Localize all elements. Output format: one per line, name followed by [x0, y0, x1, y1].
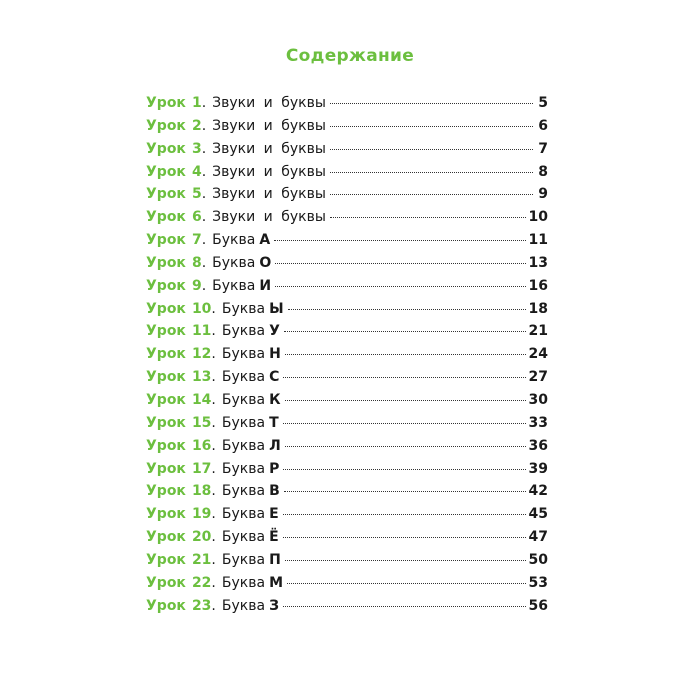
lesson-number-period: .	[201, 117, 207, 134]
lesson-word: Урок	[146, 506, 186, 523]
toc-entry	[146, 526, 548, 549]
lesson-number-period: .	[201, 277, 207, 294]
page-number: 9	[538, 186, 548, 203]
lesson-number: 5	[191, 186, 202, 203]
dot-leader	[283, 606, 526, 607]
lesson-label	[146, 343, 211, 366]
toc-entry	[146, 458, 548, 481]
page-number: 7	[538, 140, 548, 157]
dot-leader	[283, 377, 525, 378]
lesson-topic	[212, 252, 271, 275]
lesson-number-period: .	[211, 300, 216, 317]
page-number: 53	[528, 574, 548, 591]
lesson-topic	[212, 92, 326, 115]
toc-entry	[146, 298, 548, 321]
lesson-number-period: .	[211, 323, 216, 340]
lesson-number-period: .	[201, 163, 207, 180]
toc-entry	[146, 275, 548, 298]
lesson-topic	[222, 320, 280, 343]
lesson-number: 15	[191, 414, 212, 431]
lesson-number-period: .	[201, 254, 207, 271]
lesson-topic	[212, 138, 326, 161]
lesson-letter: М	[269, 574, 283, 591]
lesson-number: 11	[191, 323, 212, 340]
lesson-label	[146, 298, 211, 321]
lesson-letter: О	[259, 254, 272, 271]
page-number: 47	[528, 529, 548, 546]
page-number: 11	[528, 232, 548, 249]
lesson-number-period: .	[211, 597, 216, 614]
toc-entry	[146, 366, 548, 389]
toc-entry	[146, 229, 548, 252]
lesson-number-period: .	[201, 95, 207, 111]
dot-leader	[285, 354, 526, 355]
lesson-topic	[212, 206, 326, 229]
lesson-topic-text: Звуки и буквы	[212, 163, 326, 180]
lesson-label	[146, 595, 211, 618]
lesson-label	[146, 435, 211, 458]
dot-leader	[284, 491, 526, 492]
lesson-topic-text: Буква	[221, 551, 266, 568]
dot-leader	[330, 103, 533, 104]
lesson-word: Урок	[146, 460, 186, 477]
lesson-word: Урок	[146, 186, 186, 203]
page-number: 45	[528, 506, 548, 523]
lesson-topic	[212, 115, 326, 138]
lesson-label	[146, 206, 202, 229]
page-number: 13	[528, 254, 548, 271]
dot-leader	[274, 240, 525, 241]
lesson-number-period: .	[211, 414, 216, 431]
lesson-letter: П	[269, 551, 281, 568]
lesson-label	[146, 92, 202, 115]
lesson-topic-text: Буква	[212, 277, 256, 294]
toc-entry	[146, 572, 548, 595]
lesson-topic-text: Буква	[221, 300, 266, 317]
lesson-word: Урок	[146, 437, 186, 454]
page-number: 6	[538, 117, 548, 134]
lesson-number: 18	[191, 483, 212, 500]
dot-leader	[330, 217, 526, 218]
lesson-word: Урок	[146, 163, 186, 180]
page-number: 33	[528, 414, 548, 431]
lesson-label	[146, 138, 202, 161]
dot-leader	[283, 537, 526, 538]
lesson-word: Урок	[146, 323, 186, 340]
toc-entry	[146, 549, 548, 572]
lesson-topic	[222, 503, 279, 526]
lesson-word: Урок	[146, 574, 186, 591]
page-number: 16	[528, 277, 548, 294]
lesson-letter: У	[269, 323, 280, 340]
toc-entry	[146, 115, 548, 138]
toc-entry	[146, 480, 548, 503]
lesson-topic-text: Буква	[221, 414, 266, 431]
dot-leader	[285, 560, 526, 561]
lesson-topic	[222, 526, 279, 549]
dot-leader	[283, 514, 526, 515]
toc-entry	[146, 252, 548, 275]
dot-leader	[284, 331, 526, 332]
lesson-letter: Ы	[269, 300, 284, 317]
lesson-topic	[222, 366, 279, 389]
toc-entry	[146, 343, 548, 366]
lesson-topic-text: Буква	[212, 254, 256, 271]
lesson-number: 17	[191, 460, 212, 477]
lesson-topic-text: Буква	[221, 506, 266, 523]
lesson-letter: З	[269, 597, 280, 614]
lesson-topic-text: Буква	[221, 391, 266, 408]
lesson-label	[146, 183, 202, 206]
lesson-number: 2	[191, 117, 202, 134]
lesson-word: Урок	[146, 414, 186, 431]
lesson-number-period: .	[201, 186, 207, 203]
lesson-topic	[222, 298, 284, 321]
toc-entry	[146, 435, 548, 458]
lesson-label	[146, 320, 211, 343]
lesson-number: 10	[191, 300, 212, 317]
lesson-topic-text: Буква	[212, 232, 256, 249]
lesson-word: Урок	[146, 117, 186, 134]
toc-entry	[146, 161, 548, 184]
lesson-number-period: .	[211, 529, 216, 546]
lesson-number-period: .	[211, 460, 216, 477]
lesson-number: 13	[191, 369, 212, 386]
lesson-number: 22	[191, 574, 212, 591]
lesson-topic	[222, 343, 281, 366]
lesson-number: 20	[191, 529, 212, 546]
lesson-word: Урок	[146, 529, 186, 546]
lesson-topic	[222, 549, 281, 572]
lesson-number: 21	[191, 551, 212, 568]
toc-entry	[146, 503, 548, 526]
lesson-label	[146, 161, 202, 184]
dot-leader	[330, 172, 533, 173]
lesson-letter: Т	[269, 414, 279, 431]
lesson-topic-text: Буква	[221, 346, 266, 363]
page-number: 18	[528, 300, 548, 317]
page-number: 50	[528, 551, 548, 568]
dot-leader	[330, 149, 533, 150]
lesson-topic	[222, 389, 281, 412]
lesson-number: 6	[191, 209, 202, 226]
dot-leader	[330, 126, 533, 127]
lesson-topic	[222, 595, 279, 618]
toc-entry	[146, 183, 548, 206]
lesson-number-period: .	[211, 574, 216, 591]
lesson-letter: Ё	[269, 529, 279, 546]
lesson-word: Урок	[146, 391, 186, 408]
lesson-word: Урок	[146, 140, 186, 157]
lesson-topic	[222, 412, 279, 435]
table-of-contents	[146, 92, 548, 617]
lesson-letter: В	[269, 483, 280, 500]
page-number: 30	[528, 391, 548, 408]
dot-leader	[283, 423, 526, 424]
page-number: 5	[538, 95, 548, 111]
page-number: 8	[538, 163, 548, 180]
lesson-word: Урок	[146, 277, 186, 294]
dot-leader	[285, 446, 526, 447]
lesson-letter: Е	[269, 506, 279, 523]
toc-entry	[146, 138, 548, 161]
lesson-number-period: .	[201, 140, 207, 157]
lesson-number: 16	[191, 437, 212, 454]
lesson-word: Урок	[146, 254, 186, 271]
dot-leader	[287, 583, 526, 584]
lesson-topic	[212, 183, 326, 206]
lesson-topic-text: Буква	[221, 323, 266, 340]
lesson-label	[146, 366, 211, 389]
lesson-word: Урок	[146, 209, 186, 226]
lesson-number: 3	[191, 140, 202, 157]
lesson-label	[146, 526, 211, 549]
lesson-letter: Р	[269, 460, 280, 477]
lesson-label	[146, 229, 202, 252]
lesson-topic-text: Звуки и буквы	[212, 95, 326, 111]
lesson-label	[146, 480, 211, 503]
lesson-number-period: .	[211, 346, 216, 363]
lesson-number-period: .	[211, 483, 216, 500]
lesson-number-period: .	[211, 506, 216, 523]
toc-entry	[146, 92, 548, 115]
page-number: 10	[528, 209, 548, 226]
dot-leader	[275, 286, 525, 287]
lesson-word: Урок	[146, 300, 186, 317]
lesson-label	[146, 252, 202, 275]
dot-leader	[330, 194, 533, 195]
lesson-topic-text: Буква	[221, 483, 266, 500]
lesson-letter: Н	[269, 346, 281, 363]
lesson-topic-text: Звуки и буквы	[212, 140, 326, 157]
lesson-topic-text: Буква	[221, 437, 266, 454]
lesson-word: Урок	[146, 369, 186, 386]
lesson-number: 12	[191, 346, 212, 363]
lesson-label	[146, 549, 211, 572]
lesson-label	[146, 503, 211, 526]
lesson-topic	[212, 275, 271, 298]
toc-entry	[146, 320, 548, 343]
lesson-label	[146, 389, 211, 412]
lesson-word: Урок	[146, 95, 186, 111]
lesson-topic-text: Буква	[221, 369, 266, 386]
lesson-label	[146, 572, 211, 595]
lesson-word: Урок	[146, 483, 186, 500]
page-number: 39	[528, 460, 548, 477]
lesson-number: 4	[191, 163, 202, 180]
dot-leader	[285, 400, 526, 401]
lesson-number-period: .	[201, 232, 207, 249]
lesson-label	[146, 458, 211, 481]
lesson-number: 9	[191, 277, 202, 294]
lesson-topic-text: Буква	[221, 460, 266, 477]
lesson-topic	[222, 572, 283, 595]
dot-leader	[275, 263, 525, 264]
lesson-word: Урок	[146, 232, 186, 249]
lesson-letter: И	[259, 277, 272, 294]
lesson-number-period: .	[211, 369, 216, 386]
lesson-label	[146, 275, 202, 298]
lesson-number-period: .	[211, 551, 216, 568]
lesson-topic	[222, 435, 281, 458]
lesson-number: 1	[191, 95, 202, 111]
lesson-topic-text: Буква	[221, 574, 266, 591]
lesson-topic-text: Звуки и буквы	[212, 117, 326, 134]
lesson-label	[146, 412, 211, 435]
lesson-topic-text: Буква	[221, 597, 266, 614]
lesson-topic-text: Звуки и буквы	[212, 186, 326, 203]
lesson-number: 7	[191, 232, 202, 249]
toc-entry	[146, 412, 548, 435]
dot-leader	[288, 309, 526, 310]
page-number: 42	[528, 483, 548, 500]
lesson-letter: К	[269, 391, 281, 408]
toc-entry	[146, 389, 548, 412]
toc-entry	[146, 595, 548, 618]
lesson-topic	[222, 458, 279, 481]
lesson-word: Урок	[146, 597, 186, 614]
page-number: 36	[528, 437, 548, 454]
lesson-number-period: .	[201, 209, 207, 226]
lesson-topic	[222, 480, 280, 503]
page-number: 27	[528, 369, 548, 386]
page-number: 21	[528, 323, 548, 340]
lesson-letter: А	[259, 232, 271, 249]
page-number: 24	[528, 346, 548, 363]
lesson-number-period: .	[211, 391, 216, 408]
lesson-topic-text: Буква	[221, 529, 266, 546]
lesson-number: 14	[191, 391, 212, 408]
lesson-number: 23	[191, 597, 212, 614]
lesson-topic-text: Звуки и буквы	[212, 209, 326, 226]
lesson-letter: С	[269, 369, 280, 386]
lesson-label	[146, 115, 202, 138]
lesson-topic	[212, 161, 326, 184]
page-number: 56	[528, 597, 548, 614]
lesson-letter: Л	[269, 437, 281, 454]
lesson-number-period: .	[211, 437, 216, 454]
toc-title: Содержание	[285, 46, 415, 66]
lesson-number: 19	[191, 506, 212, 523]
lesson-word: Урок	[146, 346, 186, 363]
lesson-word: Урок	[146, 551, 186, 568]
lesson-number: 8	[191, 254, 202, 271]
toc-entry	[146, 206, 548, 229]
lesson-topic	[212, 229, 270, 252]
dot-leader	[283, 469, 525, 470]
